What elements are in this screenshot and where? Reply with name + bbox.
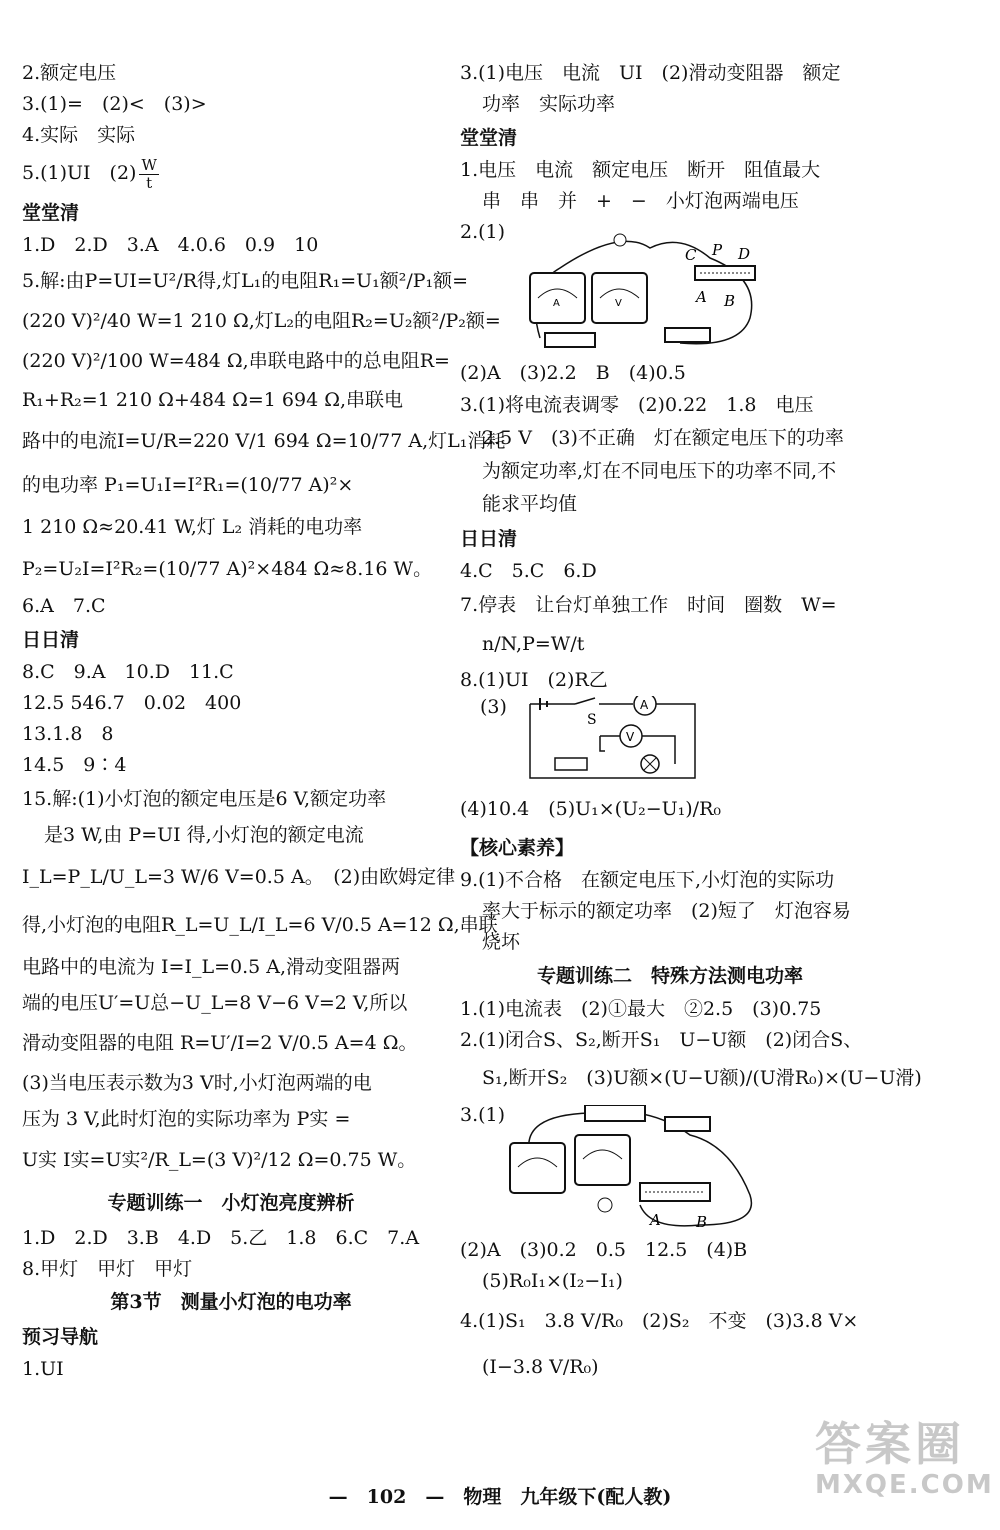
answer-line: P₂=U₂I=I²R₂=(10/77 A)²×484 Ω≈8.16 W。 bbox=[22, 558, 433, 580]
answer-line: 1.D 2.D 3.B 4.D 5.乙 1.8 6.C 7.A bbox=[22, 1227, 420, 1249]
answer-line: (5)R₀I₁×(I₂−I₁) bbox=[482, 1270, 623, 1292]
answer-line: (2)A (3)2.2 B (4)0.5 bbox=[460, 362, 686, 384]
answer-line bbox=[22, 151, 440, 195]
section-heading: 日日清 bbox=[22, 629, 80, 651]
answer-line: (4)10.4 (5)U₁×(U₂−U₁)/R₀ bbox=[460, 798, 722, 820]
answer-line: 能求平均值 bbox=[482, 493, 578, 515]
circuit-figure-1 bbox=[520, 228, 780, 353]
answer-line: R₁+R₂=1 210 Ω+484 Ω=1 694 Ω,串联电 bbox=[22, 389, 403, 411]
answer-line: 9.(1)不合格 在额定电压下,小灯泡的实际功 bbox=[460, 869, 835, 891]
answer-line: 2.额定电压 bbox=[22, 62, 117, 84]
answer-line: 12.5 546.7 0.02 400 bbox=[22, 692, 242, 714]
watermark-text: 答案圈 bbox=[815, 1417, 965, 1471]
answer-line: 1.(1)电流表 (2)①最大 ②2.5 (3)0.75 bbox=[460, 998, 822, 1020]
answer-line: 7.停表 让台灯单独工作 时间 圈数 W= bbox=[460, 594, 837, 616]
switch-label: S bbox=[587, 712, 597, 728]
answer-line: 得,小灯泡的电阻R_L=U_L/I_L=6 V/0.5 A=12 Ω,串联 bbox=[22, 914, 498, 936]
terminal-label: D bbox=[738, 245, 751, 263]
answer-line: 4.实际 实际 bbox=[22, 124, 136, 146]
answer-line: 端的电压U′=U总−U_L=8 V−6 V=2 V,所以 bbox=[22, 992, 408, 1014]
answer-line: I_L=P_L/U_L=3 W/6 V=0.5 A。 (2)由欧姆定律 bbox=[22, 866, 456, 888]
battery-icon bbox=[585, 1105, 645, 1121]
battery-icon bbox=[545, 333, 595, 347]
answer-line: 功率 实际功率 bbox=[482, 93, 616, 115]
ammeter-icon bbox=[510, 1143, 565, 1193]
meter-label: A bbox=[640, 698, 649, 712]
circuit-figure-2-wrap bbox=[460, 696, 880, 788]
answer-line: 3.(1)将电流表调零 (2)0.22 1.8 电压 bbox=[460, 394, 814, 416]
answer-line: 是3 W,由 P=UI 得,小灯泡的额定电流 bbox=[44, 824, 364, 846]
answer-line: (2)A (3)0.2 0.5 12.5 (4)B bbox=[460, 1239, 748, 1261]
fraction-denominator: t bbox=[146, 173, 153, 192]
switch-icon bbox=[665, 1117, 710, 1131]
answer-line: 路中的电流I=U/R=220 V/1 694 Ω=10/77 A,灯L₁消耗 bbox=[22, 430, 506, 452]
answer-line: 1 210 Ω≈20.41 W,灯 L₂ 消耗的电功率 bbox=[22, 516, 363, 538]
answer-line: 1.UI bbox=[22, 1358, 64, 1380]
page-footer: — 102 — 物理 九年级下(配人教) bbox=[328, 1486, 672, 1508]
answer-line: U实 I实=U实²/R_L=(3 V)²/12 Ω=0.75 W。 bbox=[22, 1149, 417, 1171]
watermark-logo bbox=[815, 1417, 994, 1513]
terminal-label: B bbox=[724, 292, 736, 310]
answer-line: n/N,P=W/t bbox=[482, 633, 585, 655]
answer-line: 3.(1) bbox=[460, 1104, 506, 1126]
answer-line: 电路中的电流为 I=I_L=0.5 A,滑动变阻器两 bbox=[22, 956, 401, 978]
answer-line: S₁,断开S₂ (3)U额×(U−U额)/(U滑R₀)×(U−U滑) bbox=[482, 1067, 922, 1089]
switch-icon bbox=[575, 698, 595, 704]
answer-line: 串 串 并 + − 小灯泡两端电压 bbox=[482, 190, 799, 212]
fraction bbox=[139, 157, 158, 192]
answer-line: 滑动变阻器的电阻 R=U′/I=2 V/0.5 A=4 Ω。 bbox=[22, 1032, 418, 1054]
answer-line: 13.1.8 8 bbox=[22, 723, 114, 745]
section-title: 第3节 测量小灯泡的电功率 bbox=[110, 1291, 352, 1313]
answer-line: 烧坏 bbox=[482, 931, 521, 953]
switch-icon bbox=[665, 328, 710, 342]
answer-line: 压为 3 V,此时灯泡的实际功率为 P实 = bbox=[22, 1108, 351, 1130]
answer-line: 8.C 9.A 10.D 11.C bbox=[22, 661, 234, 683]
answer-line: 3.(1)电压 电流 UI (2)滑动变阻器 额定 bbox=[460, 62, 841, 84]
answer-line: (3)当电压表示数为3 V时,小灯泡两端的电 bbox=[22, 1072, 372, 1094]
section-heading: 堂堂清 bbox=[460, 127, 518, 149]
answer-line: (3) bbox=[480, 696, 507, 718]
circuit-figure-2 bbox=[515, 696, 715, 788]
terminal-label: C bbox=[685, 246, 697, 264]
answer-line: 4.C 5.C 6.D bbox=[460, 560, 597, 582]
circuit-figure-3 bbox=[500, 1105, 760, 1230]
answer-line: 1.电压 电流 额定电压 断开 阻值最大 bbox=[460, 159, 821, 181]
answer-line: 2.(1) bbox=[460, 221, 506, 243]
section-heading: 堂堂清 bbox=[22, 202, 80, 224]
answer-line: 8.甲灯 甲灯 甲灯 bbox=[22, 1258, 193, 1280]
answer-line: 14.5 9∶4 bbox=[22, 754, 127, 776]
answer-line: (I−3.8 V/R₀) bbox=[482, 1356, 599, 1378]
terminal-label: P bbox=[712, 241, 723, 259]
answer-line: 的电功率 P₁=U₁I=I²R₁=(10/77 A)²× bbox=[22, 474, 354, 496]
rheostat-icon bbox=[555, 758, 587, 770]
answer-line: 15.解:(1)小灯泡的额定电压是6 V,额定功率 bbox=[22, 788, 387, 810]
section-title: 专题训练一 小灯泡亮度辨析 bbox=[107, 1192, 355, 1214]
section-title: 专题训练二 特殊方法测电功率 bbox=[536, 965, 803, 987]
terminal-label: A bbox=[696, 288, 707, 306]
section-heading: 日日清 bbox=[460, 528, 518, 550]
answer-line: 2.(1)闭合S、S₂,断开S₁ U−U额 (2)闭合S、 bbox=[460, 1029, 863, 1051]
terminal-label: B bbox=[696, 1213, 708, 1230]
answer-line: 1.D 2.D 3.A 4.0.6 0.9 10 bbox=[22, 234, 319, 256]
section-heading: 【核心素养】 bbox=[460, 837, 575, 859]
answer-line: 5.解:由P=UI=U²/R得,灯L₁的电阻R₁=U₁额²/P₁额= bbox=[22, 270, 469, 292]
answer-line: 4.(1)S₁ 3.8 V/R₀ (2)S₂ 不变 (3)3.8 V× bbox=[460, 1310, 859, 1332]
watermark-url: MXQE.COM bbox=[815, 1470, 994, 1500]
answer-line: 3.(1)= (2)< (3)> bbox=[22, 93, 207, 115]
answer-line: 2.5 V (3)不正确 灯在额定电压下的功率 bbox=[482, 427, 844, 449]
answer-line: 6.A 7.C bbox=[22, 595, 106, 617]
answer-line: 8.(1)UI (2)R乙 bbox=[460, 669, 608, 691]
meter-label: V bbox=[626, 730, 635, 744]
bulb-icon bbox=[598, 1198, 612, 1212]
answer-line: 为额定功率,灯在不同电压下的功率不同,不 bbox=[482, 460, 837, 482]
answer-text: 5.(1)UI (2) bbox=[22, 162, 137, 184]
answer-line: 率大于标示的额定功率 (2)短了 灯泡容易 bbox=[482, 900, 851, 922]
answer-line: (220 V)²/100 W=484 Ω,串联电路中的总电阻R= bbox=[22, 350, 450, 372]
svg-text:A: A bbox=[553, 298, 560, 309]
voltmeter-icon bbox=[575, 1135, 630, 1185]
terminal-label: A bbox=[650, 1211, 661, 1229]
fraction-numerator: W bbox=[141, 155, 157, 174]
right-column bbox=[460, 58, 922, 1389]
svg-text:V: V bbox=[615, 298, 622, 309]
answer-line: (220 V)²/40 W=1 210 Ω,灯L₂的电阻R₂=U₂额²/P₂额= bbox=[22, 310, 501, 332]
bulb-icon bbox=[614, 234, 626, 246]
section-heading: 预习导航 bbox=[22, 1326, 99, 1348]
